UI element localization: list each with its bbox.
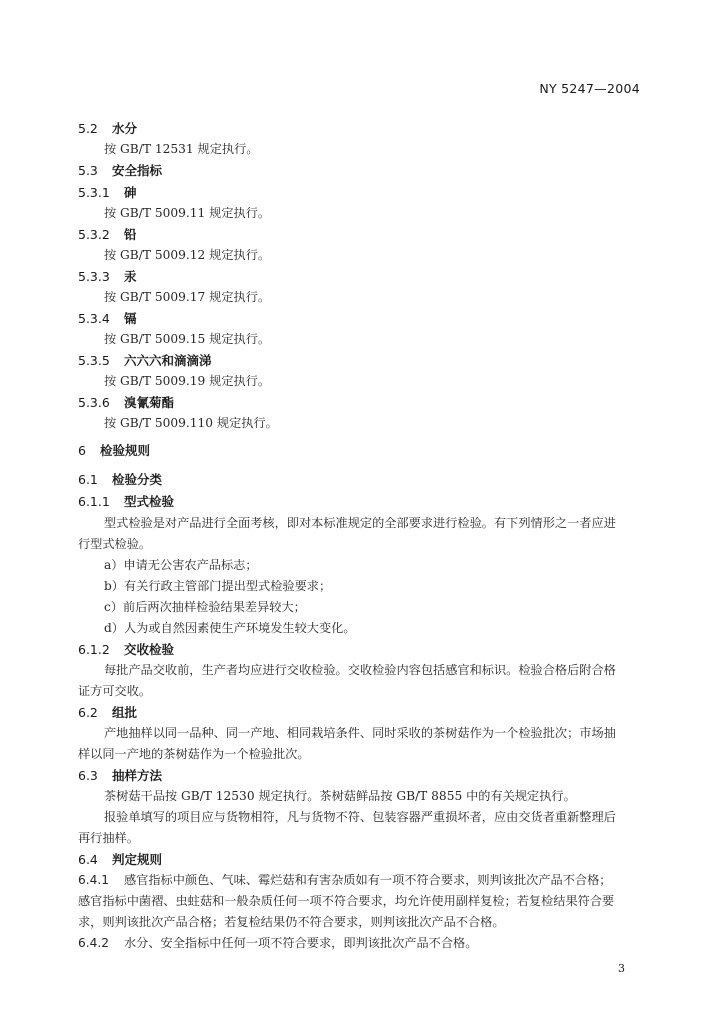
- section-5-3-heading: [78, 161, 162, 179]
- section-5-3-3-heading: [78, 267, 137, 285]
- section-6-2-heading: [78, 703, 137, 721]
- section-6-4-1-paragraph-cont: 感官指标中菌褶、虫蛀菇和一般杂质任何一项不符合要求，均允许使用副样复检；若复检结果符合要: [78, 894, 615, 908]
- section-5-3-5-text: 按 GB/T 5009.19 规定执行。: [104, 374, 271, 388]
- section-number: 5.3.6: [78, 395, 110, 410]
- section-title: 检验分类: [112, 472, 163, 487]
- section-5-2-heading: [78, 119, 137, 137]
- section-title: 判定规则: [112, 852, 163, 867]
- list-item: c）前后两次抽样检验结果差异较大；: [104, 600, 306, 614]
- section-title: 汞: [124, 269, 137, 284]
- section-5-2-text: 按 GB/T 12531 规定执行。: [104, 142, 259, 156]
- section-5-3-1-text: 按 GB/T 5009.11 规定执行。: [104, 206, 271, 220]
- section-number: 6.1: [78, 472, 98, 487]
- section-number: 6.1.1: [78, 494, 110, 509]
- standard-code: NY 5247—2004: [539, 81, 640, 96]
- section-number: 5.3.5: [78, 353, 110, 368]
- section-5-3-4-heading: [78, 309, 137, 327]
- section-title: 安全指标: [112, 163, 163, 178]
- section-6-heading: [78, 441, 150, 459]
- section-title: 铅: [124, 227, 137, 242]
- section-number: 6.4: [78, 852, 98, 867]
- section-5-3-5-heading: [78, 351, 212, 369]
- section-title: 组批: [112, 705, 138, 720]
- section-5-3-6-text: 按 GB/T 5009.110 规定执行。: [104, 416, 278, 430]
- page-number: 3: [618, 962, 625, 975]
- section-6-2-paragraph: 产地抽样以同一品种、同一产地、相同栽培条件、同时采收的茶树菇作为一个检验批次；市场抽: [104, 726, 616, 740]
- section-6-1-2-paragraph: 每批产品交收前，生产者均应进行交收检验。交收检验内容包括感官和标识。检验合格后附合格: [104, 663, 616, 677]
- list-item: a）申请无公害农产品标志；: [104, 558, 258, 572]
- section-title: 型式检验: [124, 494, 175, 509]
- section-number: 6.3: [78, 768, 98, 783]
- section-6-4-2-text: 水分、安全指标中任何一项不符合要求，即判该批次产品不合格。: [124, 936, 478, 950]
- section-number: 6: [78, 443, 86, 458]
- section-6-3-paragraph-2: 报验单填写的项目应与货物相符，凡与货物不符、包装容器严重损坏者，应由交货者重新整理后: [104, 810, 616, 824]
- section-6-4-1-paragraph-cont: 求，则判该批次产品合格；若复检结果仍不符合要求，则判该批次产品不合格。: [78, 915, 505, 929]
- section-number: 5.2: [78, 121, 98, 136]
- section-6-2-paragraph-cont: 样以同一产地的茶树菇作为一个检验批次。: [78, 747, 310, 761]
- section-number: 6.4.1: [78, 873, 110, 887]
- section-6-1-1-heading: [78, 492, 174, 510]
- section-title: 交收检验: [124, 642, 175, 657]
- section-number: 5.3.4: [78, 311, 110, 326]
- section-6-1-heading: [78, 470, 162, 488]
- section-number: 5.3.3: [78, 269, 110, 284]
- section-title: 镉: [124, 311, 137, 326]
- section-6-1-1-paragraph: 型式检验是对产品进行全面考核，即对本标准规定的全部要求进行检验。有下列情形之一者应进: [104, 516, 616, 530]
- section-6-3-paragraph-1: 茶树菇干品按 GB/T 12530 规定执行。茶树菇鲜品按 GB/T 8855 中的有关规定执行。: [104, 789, 576, 803]
- section-5-3-2-text: 按 GB/T 5009.12 规定执行。: [104, 248, 271, 262]
- section-6-1-2-heading: [78, 640, 174, 658]
- section-number: 6.4.2: [78, 936, 110, 950]
- section-title: 六六六和滴滴涕: [124, 353, 212, 368]
- section-number: 6.1.2: [78, 642, 110, 657]
- section-5-3-6-heading: [78, 393, 174, 411]
- section-6-4-2-paragraph: [78, 934, 477, 951]
- list-item: b）有关行政主管部门提出型式检验要求；: [104, 579, 332, 593]
- section-title: 水分: [112, 121, 138, 136]
- section-6-4-1-paragraph: [78, 871, 612, 888]
- section-number: 5.3.2: [78, 227, 110, 242]
- section-6-1-1-paragraph-cont: 行型式检验。: [78, 537, 152, 551]
- section-title: 溴氰菊酯: [124, 395, 175, 410]
- section-5-3-4-text: 按 GB/T 5009.15 规定执行。: [104, 332, 271, 346]
- list-item: d）人为或自然因素使生产环境发生较大变化。: [104, 621, 356, 635]
- section-5-3-2-heading: [78, 225, 137, 243]
- section-number: 6.2: [78, 705, 98, 720]
- section-number: 5.3: [78, 163, 98, 178]
- section-number: 5.3.1: [78, 185, 110, 200]
- section-6-4-heading: [78, 850, 162, 868]
- section-6-3-heading: [78, 766, 162, 784]
- section-6-1-2-paragraph-cont: 证方可交收。: [78, 684, 152, 698]
- section-title: 检验规则: [100, 443, 151, 458]
- section-5-3-1-heading: [78, 183, 137, 201]
- section-6-3-paragraph-2-cont: 再行抽样。: [78, 831, 139, 845]
- section-title: 抽样方法: [112, 768, 163, 783]
- section-5-3-3-text: 按 GB/T 5009.17 规定执行。: [104, 290, 271, 304]
- section-title: 砷: [124, 185, 137, 200]
- section-6-4-1-text: 感官指标中颜色、气味、霉烂菇和有害杂质如有一项不符合要求，则判该批次产品不合格；: [124, 873, 612, 887]
